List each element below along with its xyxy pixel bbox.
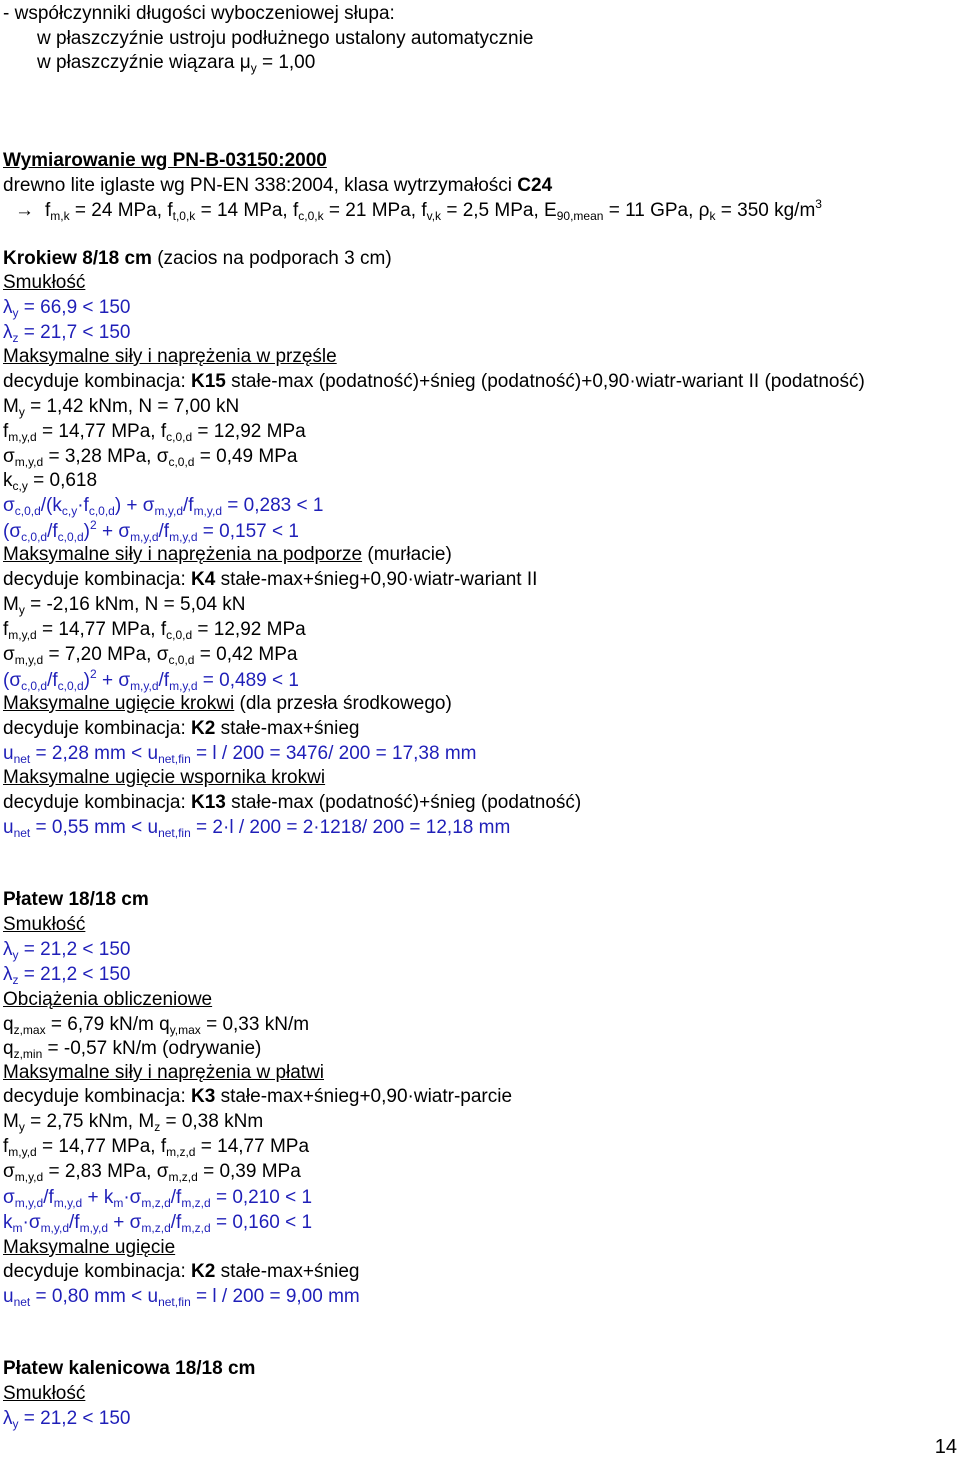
material-line: drewno lite iglaste wg PN-EN 338:2004, klasa wytrzymałości C24 xyxy=(3,175,553,196)
platew-deflection-check: $u_{net} = 0,80$ mm < $u_{net,fin} = l / 200 = 9,00$ mm xyxy=(3,1286,360,1309)
design-title: Wymiarowanie wg PN-B-03150:2000 xyxy=(3,150,327,171)
platew-load-min: $q_{z,min} = -0,57$ kN/m (odrywanie) xyxy=(3,1038,262,1061)
krokiew-lambda-z: $\lambda_z = 21,7 < 150$ xyxy=(3,322,131,345)
intro-line-3: w płaszczyźnie wiązara $\mu_y = 1,00$ xyxy=(37,52,316,75)
platew-deflection-combination: decyduje kombinacja: K2 stałe-max+śnieg xyxy=(3,1261,360,1282)
krokiew-deflection-combination: decyduje kombinacja: K2 stałe-max+śnieg xyxy=(3,718,360,739)
platew-forces-heading: Maksymalne siły i naprężenia w płatwi xyxy=(3,1062,325,1083)
krokiew-span-check-2: $(\sigma_{c,0,d}/f_{c,0,d})^2 + \sigma_{m,y,d}/f_{m,y,d} = 0,157 < 1$ xyxy=(3,518,299,544)
platew-forces-combination: decyduje kombinacja: K3 stałe-max+śnieg+0,90·wiatr-parcie xyxy=(3,1086,513,1107)
platew-stresses: $\sigma_{m,y,d} = 2,83$ MPa, $\sigma_{m,z,d} = 0,39$ MPa xyxy=(3,1161,301,1184)
krokiew-slenderness-heading: Smukłość xyxy=(3,272,86,293)
krokiew-support-check: $(\sigma_{c,0,d}/f_{c,0,d})^2 + \sigma_{m,y,d}/f_{m,y,d} = 0,489 < 1$ xyxy=(3,667,299,693)
intro-line-1: - współczynniki długości wyboczeniowej słupa: xyxy=(3,3,395,24)
intro-line-2: w płaszczyźnie ustroju podłużnego ustalony automatycznie xyxy=(37,28,534,49)
arrow-right-icon: → xyxy=(15,200,34,221)
krokiew-cantilever-combination: decyduje kombinacja: K13 stałe-max (podatność)+śnieg (podatność) xyxy=(3,792,582,813)
platew-loads-heading: Obciążenia obliczeniowe xyxy=(3,989,213,1010)
krokiew-support-combination: decyduje kombinacja: K4 stałe-max+śnieg+0,90·wiatr-wariant II xyxy=(3,569,538,590)
krokiew-deflection-check: $u_{net} = 2,28$ mm < $u_{net,fin} = l / 200 = 3476/$ 200 = 17,38 mm xyxy=(3,743,477,766)
krokiew-support-heading: Maksymalne siły i naprężenia na podporze (murłacie) xyxy=(3,544,452,565)
krokiew-cantilever-check: $u_{net} = 0,55$ mm < $u_{net,fin} = 2\cdot l / 200 = 2\cdot 1218/$ 200 = 12,18 mm xyxy=(3,817,511,840)
krokiew-span-check-1: $\sigma_{c,0,d}/(k_{c,y}\cdot f_{c,0,d}) + \sigma_{m,y,d}/f_{m,y,d} = 0,283 < 1$ xyxy=(3,495,324,518)
platew-check-1: $\sigma_{m,y,d}/f_{m,y,d} + k_m\cdot\sigma_{m,z,d}/f_{m,z,d} = 0,210 < 1$ xyxy=(3,1187,313,1210)
krokiew-support-moment: $M_y = -2,16$ kNm, N = 5,04 kN xyxy=(3,594,246,617)
kalenicowa-lambda-y: $\lambda_y = 21,2 < 150$ xyxy=(3,1408,131,1431)
platew-lambda-y: $\lambda_y = 21,2 < 150$ xyxy=(3,939,131,962)
krokiew-lambda-y: $\lambda_y = 66,9 < 150$ xyxy=(3,297,131,320)
platew-deflection-heading: Maksymalne ugięcie xyxy=(3,1237,176,1258)
platew-moments: $M_y = 2,75$ kNm, $M_z = 0,38$ kNm xyxy=(3,1111,264,1134)
krokiew-span-combination: decyduje kombinacja: K15 stałe-max (podatność)+śnieg (podatność)+0,90·wiatr-wariant II (podatność) xyxy=(3,371,865,392)
platew-slenderness-heading: Smukłość xyxy=(3,914,86,935)
platew-check-2: $k_m\cdot\sigma_{m,y,d}/f_{m,y,d} + \sigma_{m,z,d}/f_{m,z,d} = 0,160 < 1$ xyxy=(3,1212,313,1235)
krokiew-support-stresses: $\sigma_{m,y,d} = 7,20$ MPa, $\sigma_{c,0,d} = 0,42$ MPa xyxy=(3,644,298,667)
krokiew-span-kcy: $k_{c,y} = 0,618$ xyxy=(3,470,98,493)
krokiew-span-stresses: $\sigma_{m,y,d} = 3,28$ MPa, $\sigma_{c,0,d} = 0,49$ MPa xyxy=(3,446,298,469)
material-properties: → $f_{m,k} = 24$ MPa, $f_{t,0,k} = 14$ MPa, $f_{c,0,k} = 21$ MPa, $f_{v,k} = 2,5$ MPa, $E_{90,mean} = 11$ GPa, $\rho_k = 350$ $kg/m^3$ xyxy=(15,197,822,223)
platew-title: Płatew 18/18 cm xyxy=(3,889,149,910)
kalenicowa-slenderness-heading: Smukłość xyxy=(3,1383,86,1404)
krokiew-deflection-heading: Maksymalne ugięcie krokwi (dla przesła środkowego) xyxy=(3,693,452,714)
krokiew-span-heading: Maksymalne siły i naprężenia w przęśle xyxy=(3,346,337,367)
platew-strengths: $f_{m,y,d} = 14,77$ MPa, $f_{m,z,d} = 14,77$ MPa xyxy=(3,1136,310,1159)
krokiew-title: Krokiew 8/18 cm (zacios na podporach 3 cm) xyxy=(3,248,392,269)
krokiew-span-strengths: $f_{m,y,d} = 14,77$ MPa, $f_{c,0,d} = 12,92$ MPa xyxy=(3,421,306,444)
krokiew-cantilever-heading: Maksymalne ugięcie wspornika krokwi xyxy=(3,767,326,788)
kalenicowa-title: Płatew kalenicowa 18/18 cm xyxy=(3,1358,256,1379)
platew-lambda-z: $\lambda_z = 21,2 < 150$ xyxy=(3,964,131,987)
page-number: 14 xyxy=(934,1436,957,1458)
krokiew-span-moment: $M_y = 1,42$ kNm, N = 7,00 kN xyxy=(3,396,240,419)
platew-load-max: $q_{z,max} = 6,79$ kN/m $q_{y,max} = 0,33$ kN/m xyxy=(3,1014,310,1037)
krokiew-support-strengths: $f_{m,y,d} = 14,77$ MPa, $f_{c,0,d} = 12,92$ MPa xyxy=(3,619,306,642)
